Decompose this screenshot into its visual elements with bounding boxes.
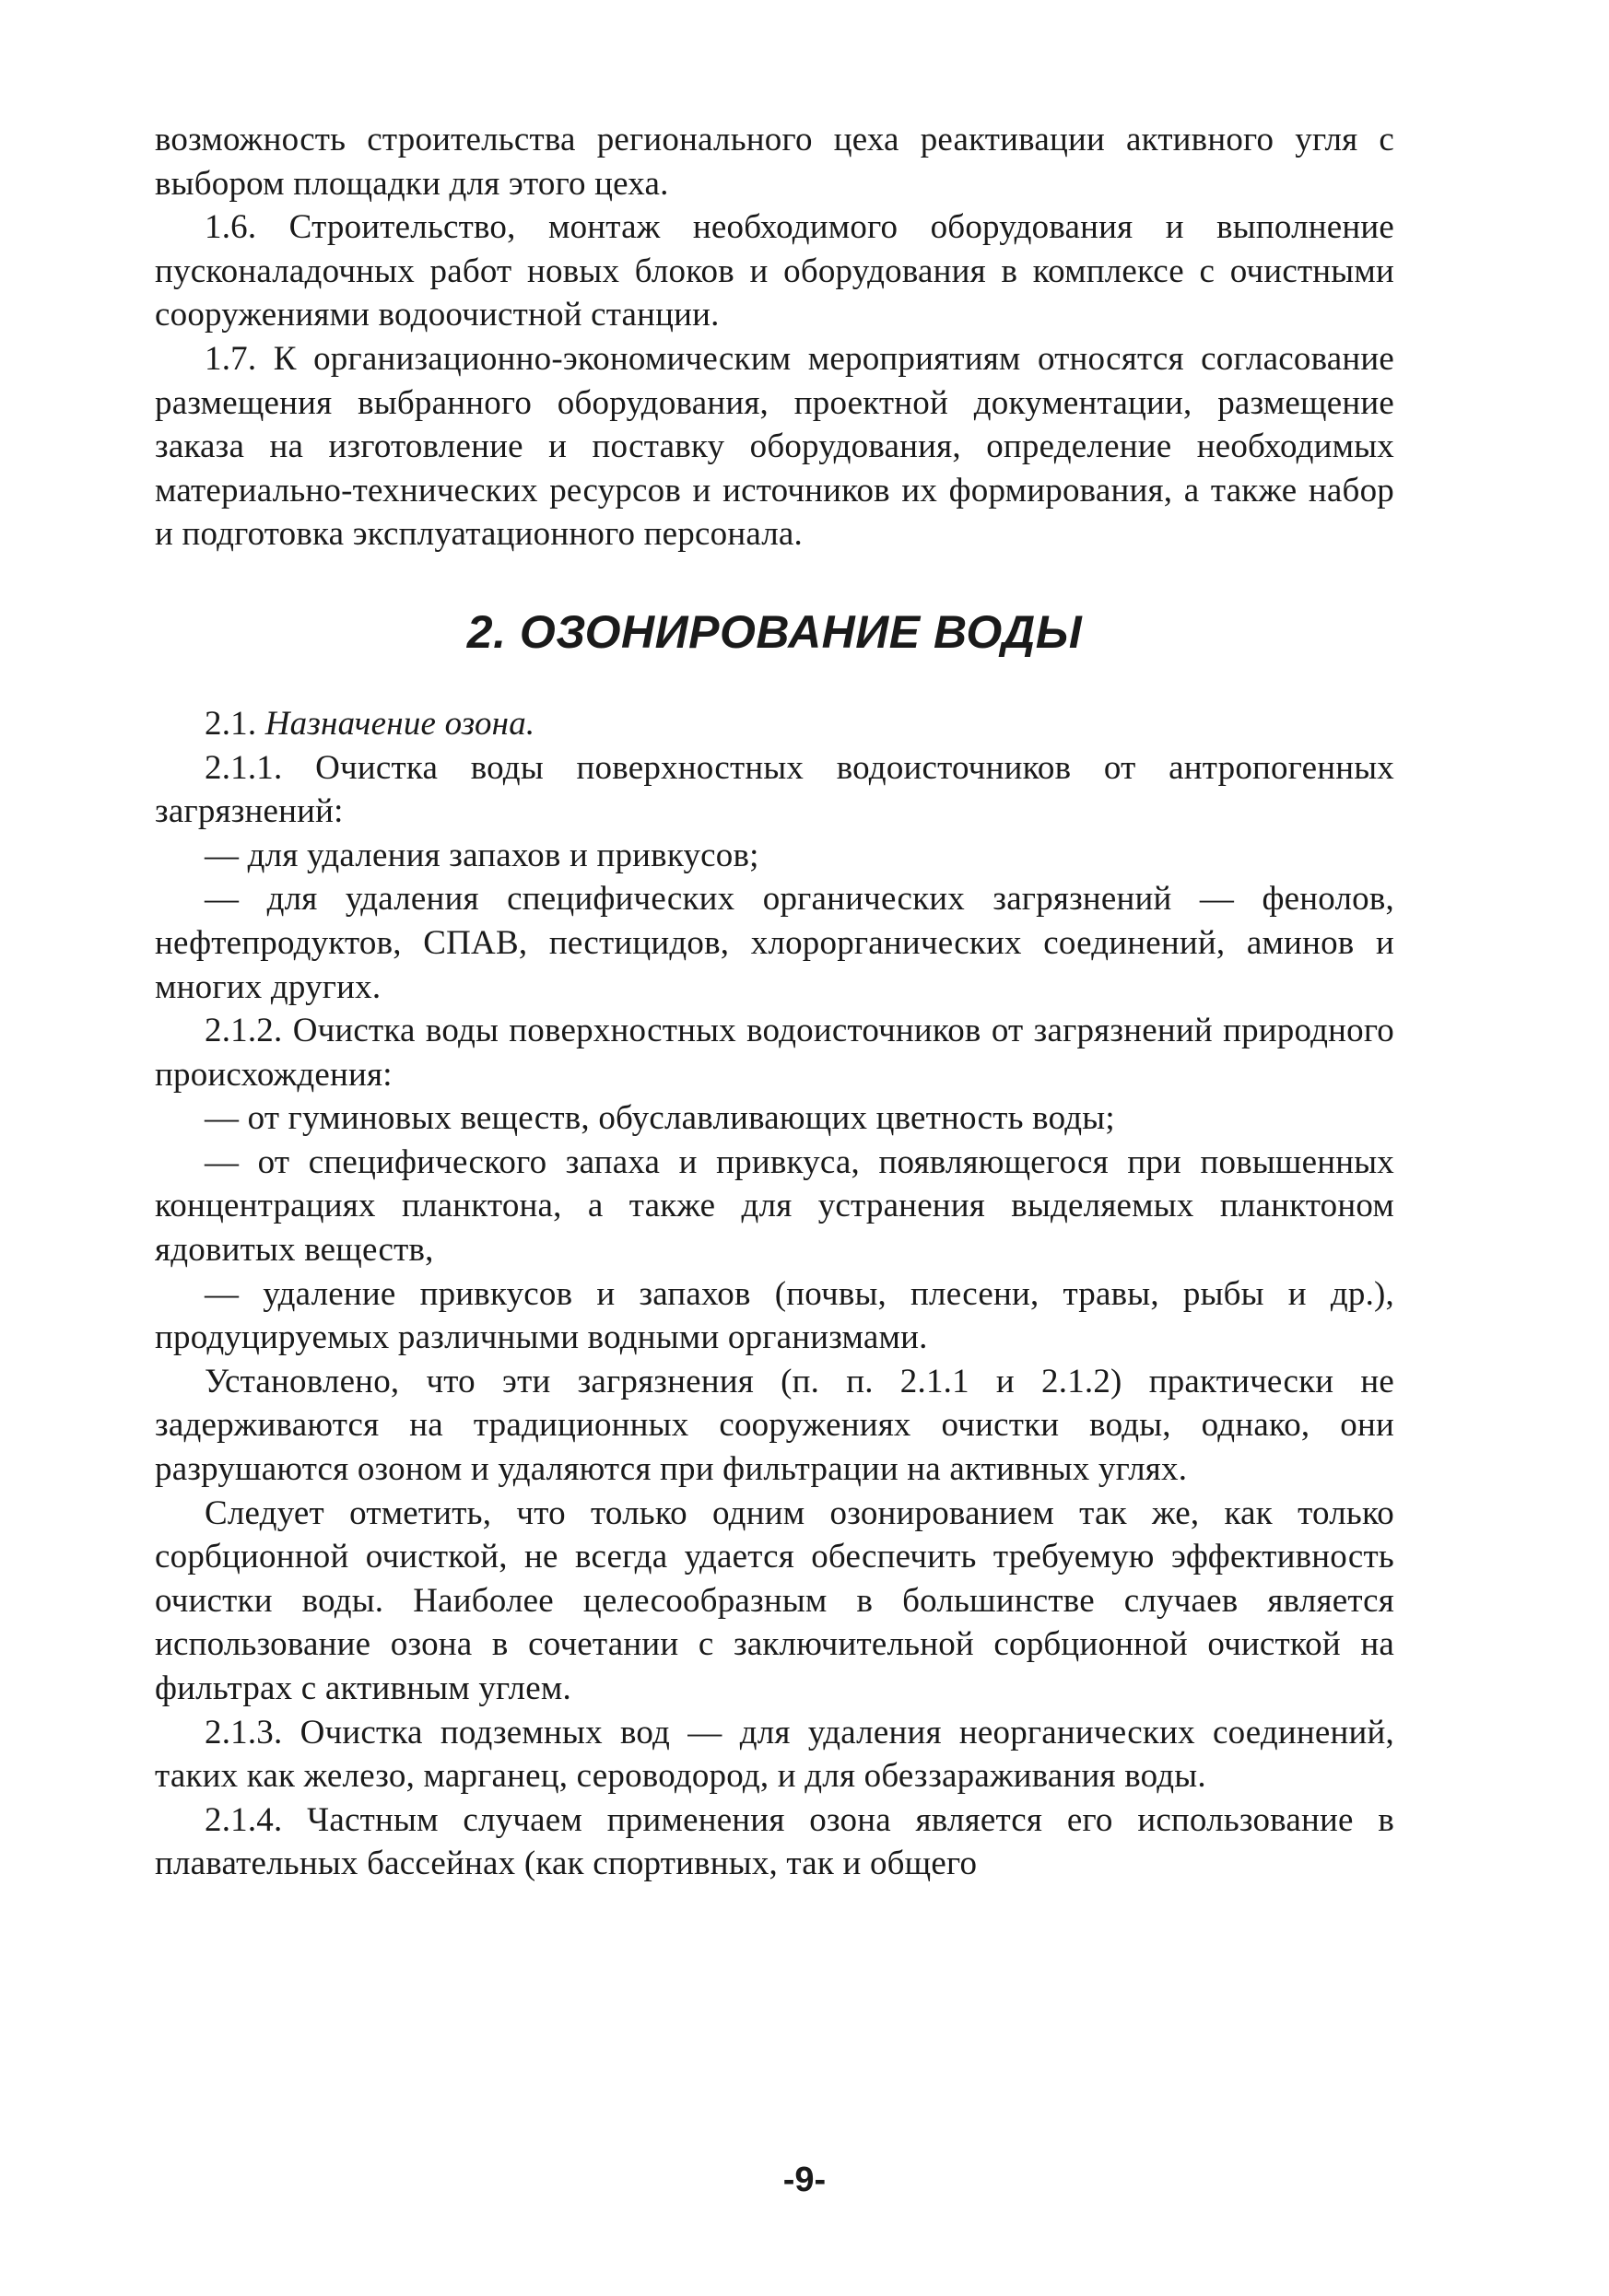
paragraph-intro: возможность строительства регионального цеха реактивации активного угля с выбором площадки для этого цеха. xyxy=(155,121,1394,203)
paragraph-1-6: 1.6. Строительство, монтаж необходимого оборудования и выполнение пусконаладочных работ новых блоков и оборудования в комплексе с очистными сооружениями водоочистной станции. xyxy=(155,208,1394,334)
subsection-title: Назначение озона. xyxy=(264,704,535,743)
paragraph-established: Установлено, что эти загрязнения (п. п. 2.1.1 и 2.1.2) практически не задерживаются на традиционных сооружениях очистки воды, однако, они разрушаются озоном и удаляются при фильтрации на активных углях. xyxy=(155,1362,1394,1489)
page-number: -9- xyxy=(782,2161,827,2199)
section-heading: 2. ОЗОНИРОВАНИЕ ВОДЫ xyxy=(466,605,1083,658)
paragraph-2-1-2: 2.1.2. Очистка воды поверхностных водоисточников от загрязнений природного происхождения: xyxy=(155,1012,1394,1094)
paragraph-2-1-4: 2.1.4. Частным случаем применения озона является его использование в плавательных бассейнах (как спортивных, так и общего xyxy=(155,1800,1394,1883)
list-item: — для удаления специфических органических загрязнений — фенолов, нефтепродуктов, СПАВ, пестицидов, хлорорганических соединений, аминов и многих других. xyxy=(155,880,1394,1006)
list-item: — для удаления запахов и привкусов; xyxy=(205,836,759,874)
list-item: — от специфического запаха и привкуса, появляющегося при повышенных концентрациях планктона, а также для устранения выделяемых планктоном ядовитых веществ, xyxy=(155,1142,1394,1270)
subsection-number: 2.1. xyxy=(205,704,257,743)
paragraph-2-1-1: 2.1.1. Очистка воды поверхностных водоисточников от антропогенных загрязнений: xyxy=(155,748,1394,831)
paragraph-1-7: 1.7. К организационно-экономическим мероприятиям относятся согласование размещения выбранного оборудования, проектной документации, размещение заказа на изготовление и поставку оборудования, определение необходимых материально-технических ресурсов и источников их формирования, а также набор и подготовка эксплуатационного персонала. xyxy=(155,339,1394,554)
paragraph-note: Следует отметить, что только одним озонированием так же, как только сорбционной очисткой, не всегда удается обеспечить требуемую эффективность очистки воды. Наиболее целесообразным в большинстве случаев является использование озона в сочетании с заключительной сорбционной очисткой на фильтрах с активным углем. xyxy=(155,1494,1394,1707)
list-item: — удаление привкусов и запахов (почвы, плесени, травы, рыбы и др.), продуцируемых различными водными организмами. xyxy=(155,1274,1394,1357)
document-page xyxy=(155,118,1394,1886)
list-item: — от гуминовых веществ, обуславливающих цветность воды; xyxy=(205,1099,1115,1138)
paragraph-2-1-3: 2.1.3. Очистка подземных вод — для удаления неорганических соединений, таких как железо, марганец, сероводород, и для обеззараживания воды. xyxy=(155,1713,1394,1796)
subsection-heading xyxy=(155,702,1394,746)
